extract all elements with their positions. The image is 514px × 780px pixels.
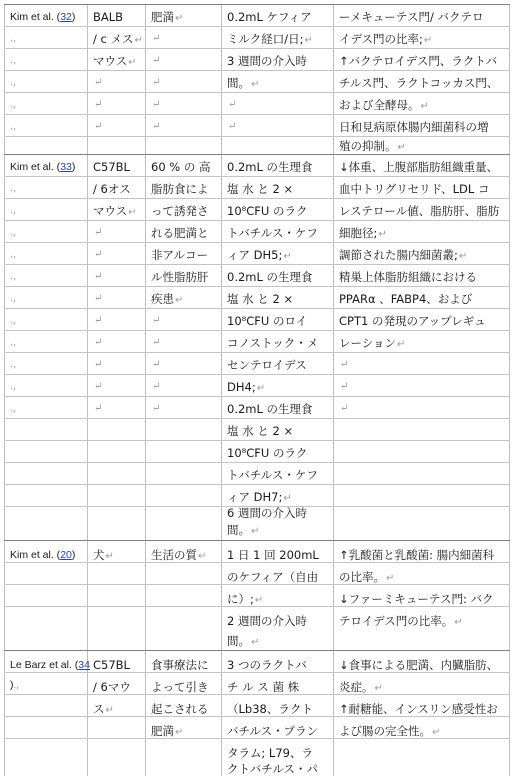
- reference-text: Kim et al. (20): [10, 549, 76, 561]
- research-table: [4, 4, 510, 776]
- intervention-cell: 1 日 1 回 200mL のケフィア（自由 に）;↵ 2 週間の介入時 間。↵: [222, 540, 334, 650]
- reference-link[interactable]: 20: [60, 549, 72, 561]
- model-cell: 犬↵: [88, 540, 146, 650]
- table-row: [4, 540, 510, 650]
- condition-cell: 食事療法に よって引き 起こされる 肥満↵: [146, 650, 222, 776]
- reference-cell: [4, 540, 88, 650]
- reference-text: Le Barz et al. (34: [10, 659, 90, 671]
- model-cell: C57BL / 6オス マウス↵ ↵ ↵ ↵ ↵ ↵ ↵ ↵ ↵ ↵: [88, 154, 146, 540]
- condition-cell: 肥満↵ ↵ ↵ ↵ ↵ ↵: [146, 4, 222, 154]
- condition-cell: 生活の質↵: [146, 540, 222, 650]
- reference-link[interactable]: 34: [78, 659, 90, 671]
- outcome-cell: ーメキューテス門/ バクテロ イデス門の比率;↵ ↑バクテロイデス門、ラクトバ チルス門、ラクトコッカス門、 および全酵母。↵ 日和見病原体腸内細菌科の増 殖の抑制。↵: [334, 4, 510, 154]
- reference-link[interactable]: 33: [60, 161, 72, 173]
- condition-cell: 60 % の 高 脂肪食によ って誘発さ れる肥満と 非アルコー ル性脂肪肝 疾患↵ ↵ ↵ ↵ ↵ ↵: [146, 154, 222, 540]
- reference-link[interactable]: 32: [60, 11, 72, 23]
- table-row: [4, 650, 510, 776]
- intervention-cell: 0.2mL の生理食 塩 水 と 2 × 10⁸CFU のラク トバチルス・ケフ ィア DH5;↵ 0.2mL の生理食 塩 水 と 2 × 10⁸CFU のロイ コノストック・メ センテロイデス DH4;↵ 0.2mL の生理食 塩 水 と 2 × 10⁸CFU のラク トバチルス・ケフ ィア DH7;↵ 6 週間の介入時 間。↵: [222, 154, 334, 540]
- outcome-cell: ↓体重、上腹部脂肪組織重量、 血中トリグリセリド、LDL コ レステロール値、脂肪肝、脂肪 細胞径;↵ 調節された腸内細菌叢;↵ 精巣上体脂肪組織における PPARα 、FABP4、および CPT1 の発現のアップレギュ レーション↵ ↵ ↵ ↵: [334, 154, 510, 540]
- reference-cell: Kim et al. (33) ., ., ., ., ., ., ., ., ., ., .,: [4, 154, 88, 540]
- model-cell: BALB / c メス↵ マウス↵ ↵ ↵ ↵: [88, 4, 146, 154]
- intervention-cell: 0.2mL ケフィア ミルク経口/日;↵ 3 週間の介入時 間。↵ ↵ ↵: [222, 4, 334, 154]
- reference-cell: Kim et al. (32) ., ., ., ., .,: [4, 4, 88, 154]
- model-cell: C57BL / 6マウ ス↵: [88, 650, 146, 776]
- reference-cell: Le Barz et al. (34 ).,: [4, 650, 88, 776]
- intervention-cell: 3 つのラクトバ チ ル ス 菌 株 （Lb38、ラクト バチルス・プラン タラム; L79、ラ クトバチルス・パ: [222, 650, 334, 776]
- reference-text: Kim et al. (33): [10, 161, 76, 173]
- reference-text: Kim et al. (32): [10, 11, 76, 23]
- table-row: [4, 154, 510, 540]
- outcome-cell: ↓食事による肥満、内臓脂肪、 炎症。↵ ↑耐糖能、インスリン感受性お よび腸の完全性。↵: [334, 650, 510, 776]
- outcome-cell: ↑乳酸菌と乳酸菌: 腸内細菌科 の比率。↵ ↓ファーミキューテス門: バク テロイデス門の比率。↵: [334, 540, 510, 650]
